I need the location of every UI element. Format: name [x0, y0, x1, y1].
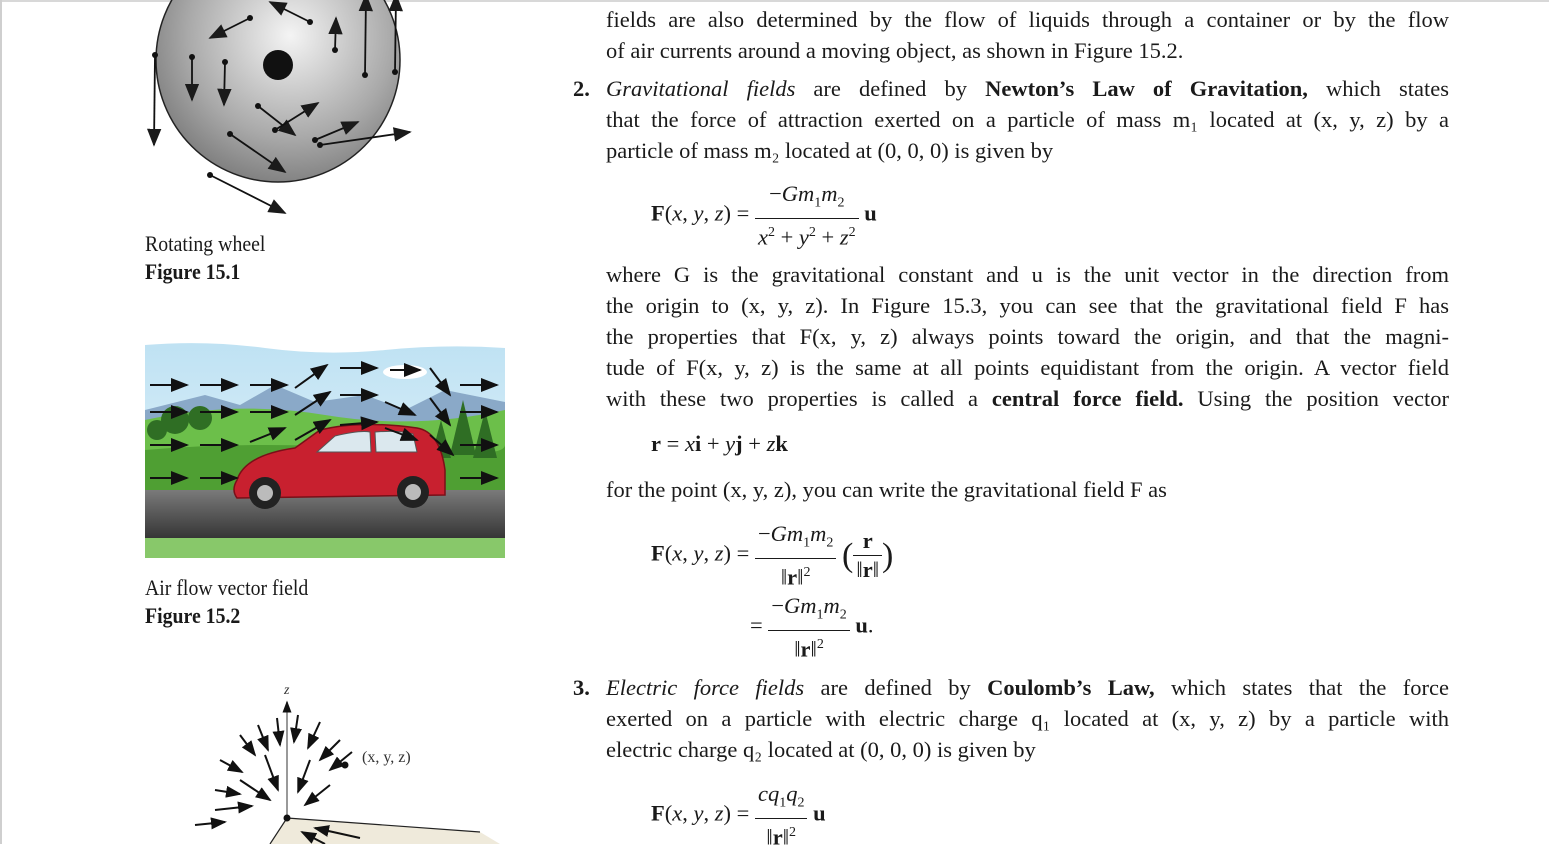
term-newtons-law: Newton’s Law of Gravitation, [985, 76, 1308, 101]
caption-text: Rotating wheel [145, 231, 266, 256]
list-number: 3. [573, 675, 590, 700]
text-line: the origin to (x, y, z). In Figure 15.3, you can see that the gravitational field F has [606, 293, 1449, 318]
text-run: are defined by [804, 675, 988, 700]
intro-paragraph [606, 4, 1449, 66]
text-line: that the force of attraction exerted on a particle of mass m₁ located at (x, y, z) by a [606, 107, 1449, 132]
z-axis-label: z [284, 683, 290, 698]
text-line: exerted on a particle with electric charge q₁ located at (x, y, z) by a particle with [606, 706, 1449, 731]
item3-paragraph [606, 672, 1449, 765]
text-line: the properties that F(x, y, z) always points toward the origin, and that the magni- [606, 324, 1449, 349]
text-run: which states that the force [1154, 675, 1449, 700]
text-line: for the point (x, y, z), you can write the gravitational field F as [606, 477, 1167, 502]
figure-label: Figure 15.1 [145, 259, 241, 284]
central-force-field-figure [180, 680, 520, 844]
text-line: particle of mass m₂ located at (0, 0, 0) is given by [606, 138, 1054, 163]
equation-coulomb: F(x, y, z) = $\frac{cq_1q_2}{‖r‖^2}$ u [651, 781, 826, 849]
text-line: of air currents around a moving object, as shown in Figure 15.2. [606, 38, 1184, 63]
text-run: are defined by [795, 76, 986, 101]
term-central-force-field: central force field. [991, 386, 1184, 411]
rotating-wheel-figure [140, 0, 430, 225]
text-line: electric charge q₂ located at (0, 0, 0) is given by [606, 737, 1036, 762]
term-gravitational-fields: Gravitational fields [606, 76, 796, 101]
text-line: fields are also determined by the flow of liquids through a container or by the flow [606, 7, 1449, 32]
figure-15-1-caption [145, 230, 265, 286]
term-coulombs-law: Coulomb’s Law, [987, 675, 1155, 700]
text-line: tude of F(x, y, z) is the same at all points equidistant from the origin. A vector field [606, 355, 1449, 380]
equation-gravity-1: F(x, y, z) = $\frac{-Gm_1m_2}{x^2 + y^2 + z^2}$ u [651, 181, 877, 249]
item2-where-paragraph [606, 259, 1449, 414]
text-line [606, 73, 1449, 104]
text-run: with these two properties is called a [606, 386, 992, 411]
text-line [606, 383, 1449, 414]
point-label: (x, y, z) [362, 749, 411, 766]
text-run: which states [1307, 76, 1449, 101]
term-electric-force-fields: Electric force fields [606, 675, 805, 700]
page-left-edge [0, 0, 2, 844]
equation-gravity-3: = $\frac{-Gm_1m_2}{‖r‖^2}$ u. [750, 593, 874, 661]
figure-label: Figure 15.2 [145, 603, 241, 628]
equation-gravity-2: F(x, y, z) = $\frac{-Gm_1m_2}{‖r‖^2}$ ( $\frac{r}{‖r‖}$ ) [651, 521, 894, 589]
item2-intro-paragraph [606, 73, 1449, 166]
text-line: where G is the gravitational constant and u is the unit vector in the direction from [606, 262, 1449, 287]
air-flow-figure [145, 340, 505, 558]
list-number: 2. [573, 76, 590, 101]
text-line [606, 672, 1449, 703]
figure-15-2-caption [145, 574, 308, 630]
text-run: Using the position vector [1183, 386, 1449, 411]
item2-for-point-paragraph [606, 474, 1449, 505]
caption-text: Air flow vector field [145, 575, 309, 600]
equation-position-vector: r = xi + yj + zk [651, 431, 788, 456]
